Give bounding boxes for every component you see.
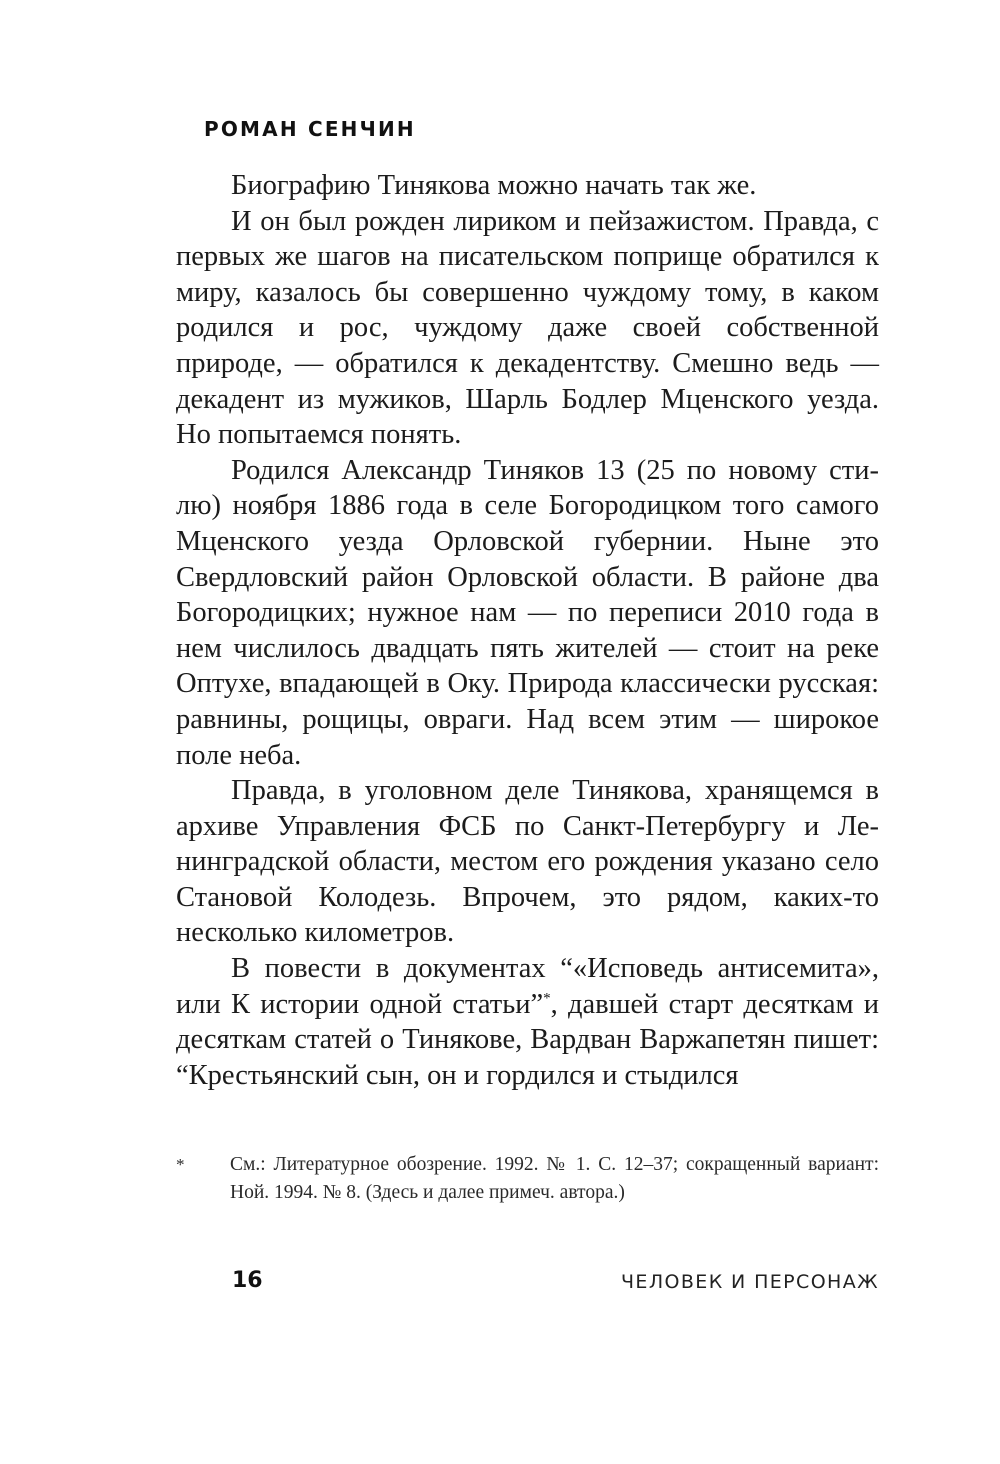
paragraph: Правда, в уголовном деле Тинякова, хранящемся в архиве Управления ФСБ по Санкт-Петербургу и Ленинградской области, местом его рождения указано село Становой Колодезь. Впрочем, это рядом, каких-то несколько километров.	[176, 775, 879, 949]
footnote-mark: *	[176, 1155, 185, 1174]
footnote-reference[interactable]: *	[543, 990, 551, 1007]
paragraph: Родился Александр Тиняков 13 (25 по новому стилю) ноября 1886 года в селе Богородицком того самого Мценского уезда Орловской губернии. Ныне это Свердловский район Орловской области. В районе два Богородицких; нужное нам — по переписи 2010 года в нем числилось двадцать пять жителей — стоит на реке Оптухе, впадающей в Оку. Природа классически русская: равнины, рощицы, овраги. Над всем этим — широкое поле неба.	[176, 454, 879, 771]
running-head-author: РОМАН СЕНЧИН	[204, 117, 416, 141]
paragraph-text: В повести в документах “«Исповедь антисемита», или К истории одной статьи”	[176, 953, 879, 1020]
paragraph-text: , давшей старт десяткам и десяткам статей о Тинякове, Вардван Варжапетян пишет: “Крестьянский сын, он и гордился и стыдился	[176, 988, 879, 1091]
paragraph: Биографию Тинякова можно начать так же.	[231, 170, 757, 201]
main-text	[176, 168, 879, 1093]
footnote-text: См.: Литературное обозрение. 1992. № 1. С. 12–37; сокращенный вариант: Ной. 1994. № 8. (Здесь и далее примеч. автора.)	[230, 1154, 879, 1203]
footnote	[176, 1151, 879, 1207]
paragraph	[176, 951, 879, 1093]
page-number: 16	[232, 1268, 263, 1293]
running-foot-title: ЧЕЛОВЕК И ПЕРСОНАЖ	[620, 1271, 879, 1293]
paragraph: И он был рожден лириком и пейзажистом. Правда, с первых же шагов на писательском поприще обратился к миру, казалось бы совершенно чуждому тому, в каком родился и рос, чуждому даже своей собственной природе, — обратился к декадентству. Смешно ведь — декадент из мужиков, Шарль Бодлер Мценского уезда. Но попытаемся понять.	[176, 205, 879, 451]
